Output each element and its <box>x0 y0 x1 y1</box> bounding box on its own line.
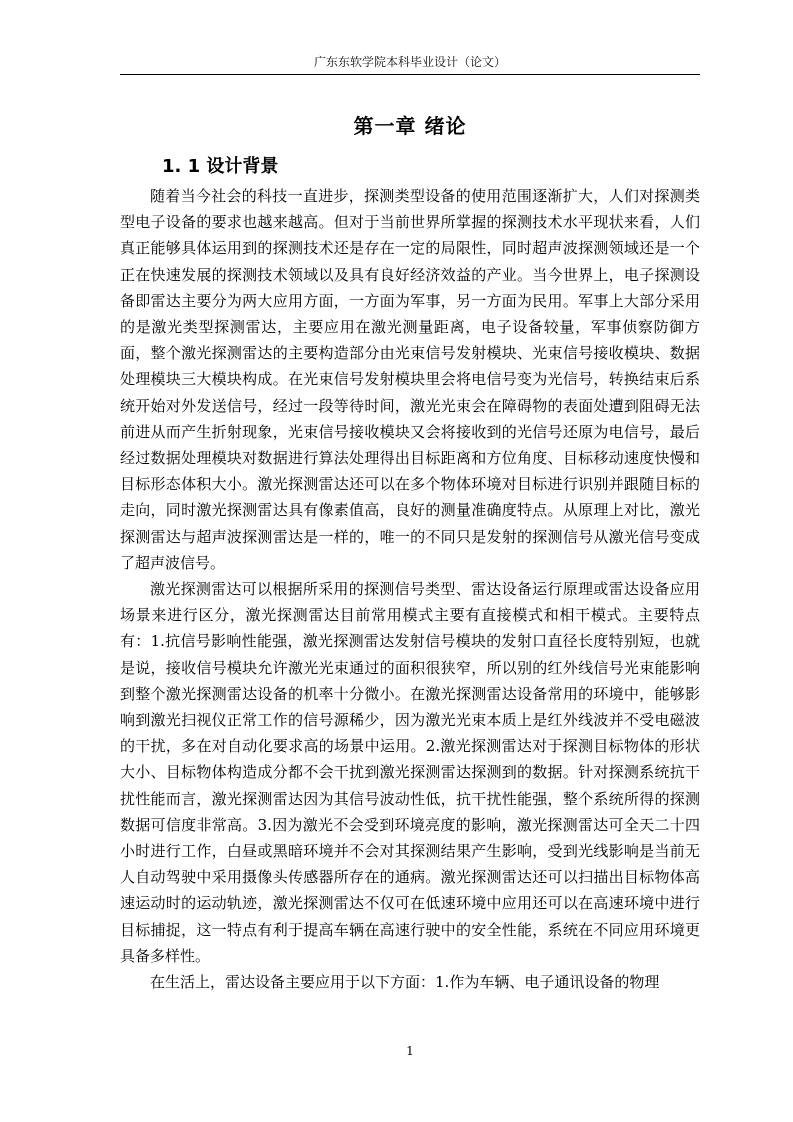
paragraph: 在生活上，雷达设备主要应用于以下方面：1.作为车辆、电子通讯设备的物理 <box>150 973 660 992</box>
header-divider <box>120 74 700 75</box>
paragraph: 激光探测雷达可以根据所采用的探测信号类型、雷达设备运行原理或雷达设备应用场景来进行区分，激光探测雷达目前常用模式主要有直接模式和相干模式。主要特点有：1.抗信号影响性能强，激光探测雷达发射信号模块的发射口直径长度特别短，也就是说，接收信号模块允许激光光束通过的面积很狭窄，所以别的红外线信号光束能影响到整个激光探测雷达设备的机率十分微小。在激光探测雷达设备常用的环境中，能够影响到激光扫视仪正常工作的信号源稀少，因为激光光束本质上是红外线波并不受电磁波的干扰，多在对自动化要求高的场景中运用。2.激光探测雷达对于探测目标物体的形状大小、目标物体构造成分都不会干扰到激光探测雷达探测到的数据。针对探测系统抗干扰性能而言，激光探测雷达因为其信号波动性低，抗干扰性能强，整个系统所得的探测数据可信度非常高。3.因为激光不会受到环境亮度的影响，激光探测雷达可全天二十四小时进行工作，白昼或黑暗环境并不会对其探测结果产生影响，受到光线影响是当前无人自动驾驶中采用摄像头传感器所存在的通病。激光探测雷达还可以扫描出目标物体高速运动时的运动轨迹，激光探测雷达不仅可在低速环境中应用还可以在高速环境中进行目标捕捉，这一特点有利于提高车辆在高速行驶中的安全性能，系统在不同应用环境更具备多样性。 <box>120 580 700 965</box>
paragraph: 随着当今社会的科技一直进步，探测类型设备的使用范围逐渐扩大，人们对探测类型电子设备的要求也越来越高。但对于当前世界所掌握的探测技术水平现状来看，人们真正能够具体运用到的探测技术还是存在一定的局限性，同时超声波探测领域还是一个正在快速发展的探测技术领域以及具有良好经济效益的产业。当今世界上，电子探测设备即雷达主要分为两大应用方面，一方面为军事，另一方面为民用。军事上大部分采用的是激光类型探测雷达，主要应用在激光测量距离，电子设备较量，军事侦察防御方面，整个激光探测雷达的主要构造部分由光束信号发射模块、光束信号接收模块、数据处理模块三大模块构成。在光束信号发射模块里会将电信号变为光信号，转换结束后系统开始对外发送信号，经过一段等待时间，激光光束会在障碍物的表面处遭到阻碍无法前进从而产生折射现象，光束信号接收模块又会将接收到的光信号还原为电信号，最后经过数据处理模块对数据进行算法处理得出目标距离和方位角度、目标移动速度快慢和目标形态体积大小。激光探测雷达还可以在多个物体环境对目标进行识别并跟随目标的走向，同时激光探测雷达具有像素值高，良好的测量准确度特点。从原理上对比，激光探测雷达与超声波探测雷达是一样的，唯一的不同只是发射的探测信号从激光信号变成了超声波信号。 <box>120 187 700 572</box>
page-number: 1 <box>406 1044 414 1058</box>
running-header: 广东东软学院本科毕业设计（论文） <box>313 55 506 69</box>
chapter-title: 第一章 绪论 <box>353 114 467 138</box>
body-text <box>120 183 700 995</box>
section-title: 1. 1 设计背景 <box>162 156 279 177</box>
